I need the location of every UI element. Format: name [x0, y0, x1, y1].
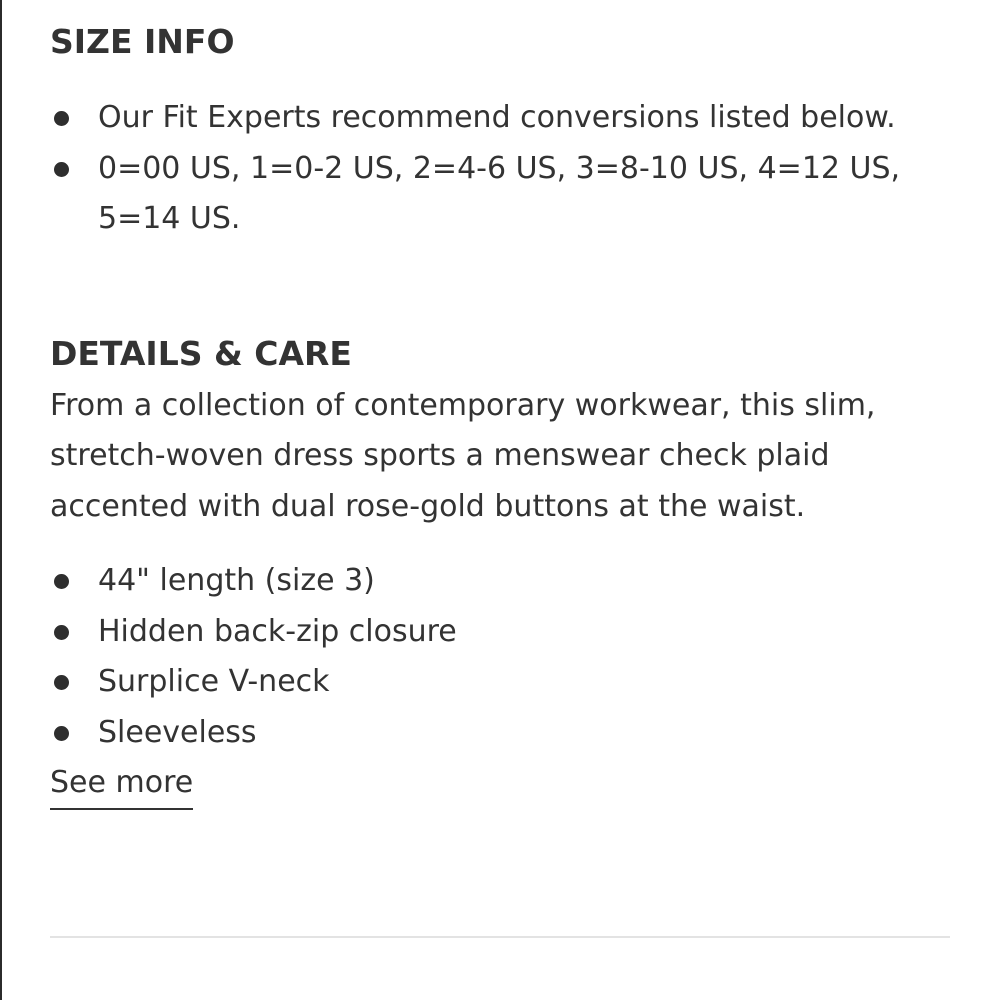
product-info-panel	[50, 18, 950, 810]
size-info-item-text: 0=00 US, 1=0-2 US, 2=4-6 US, 3=8-10 US, 4=12 US, 5=14 US.	[98, 150, 901, 236]
size-info-item-text: Our Fit Experts recommend conversions listed below.	[98, 100, 896, 135]
details-item-text: Sleeveless	[98, 714, 257, 750]
bullet-icon	[54, 625, 69, 640]
section-divider	[50, 936, 950, 938]
left-border	[0, 0, 2, 1000]
bullet-icon	[54, 675, 69, 690]
details-item	[50, 556, 950, 607]
details-item-text: Surplice V-neck	[98, 664, 330, 699]
details-list	[50, 556, 950, 758]
size-info-list	[50, 93, 950, 245]
details-item	[50, 607, 950, 658]
bullet-icon	[54, 726, 69, 741]
bullet-icon	[54, 162, 69, 177]
bullet-icon	[54, 111, 69, 126]
see-more-link[interactable]: See more	[50, 758, 193, 810]
details-item-text: 44" length (size 3)	[98, 563, 375, 598]
bullet-icon	[54, 574, 69, 589]
details-description: From a collection of contemporary workwear, this slim, stretch-woven dress sports a menswear check plaid accented with dual rose-gold buttons at the waist.	[50, 387, 876, 524]
details-item	[50, 657, 950, 708]
size-info-item	[50, 144, 950, 245]
size-info-item	[50, 93, 950, 144]
details-item	[50, 708, 950, 759]
details-care-heading: DETAILS & CARE	[50, 333, 352, 373]
details-item-text: Hidden back-zip closure	[98, 613, 457, 649]
size-info-heading: SIZE INFO	[50, 22, 235, 61]
